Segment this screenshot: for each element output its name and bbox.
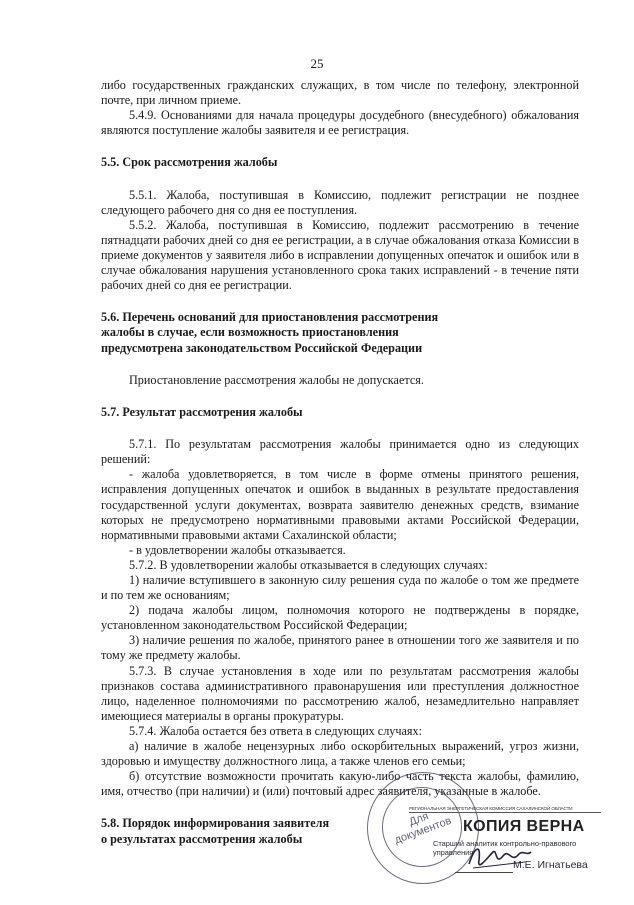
seal-text: Для документов [393, 810, 454, 847]
paragraph: 2) подача жалобы лицом, полномочия которого не подтверждены в порядке, установленном законодательством Российской Федерации; [101, 603, 579, 633]
section-heading-5-5: 5.5. Срок рассмотрения жалобы [101, 155, 278, 170]
paragraph: 5.7.4. Жалоба остается без ответа в следующих случаях: [129, 723, 423, 738]
document-body [101, 78, 579, 847]
paragraph: б) отсутствие возможности прочитать какую-либо часть текста жалобы, фамилию, имя, отчество (при наличии) и (или) почтовый адрес заявителя, указанные в жалобе. [101, 769, 579, 799]
paragraph: 5.4.9. Основаниями для начала процедуры досудебного (внесудебного) обжалования являются поступление жалобы заявителя и ее регистрация. [101, 108, 579, 138]
handwritten-signature [465, 838, 535, 878]
section-heading-5-6-line2: жалобы в случае, если возможность приостановления [101, 325, 399, 340]
section-heading-5-6-line3: предусмотрена законодательством Российской Федерации [101, 340, 423, 355]
paragraph: 1) наличие вступившего в законную силу решения суда по жалобе о том же предмете и по тем же основаниям; [101, 572, 579, 603]
paragraph: либо государственных гражданских служащих, в том числе по телефону, электронной почте, при личном приеме. [101, 78, 579, 108]
paragraph: 3) наличие решения по жалобе, принятого ранее в отношении того же заявителя и по тому же предмету жалобы. [101, 633, 579, 663]
section-heading-5-8: 5.8. Порядок информирования заявителя [101, 816, 330, 831]
paragraph: а) наличие в жалобе нецензурных либо оскорбительных выражений, угроз жизни, здоровью и имуществу должностного лица, а также членов его семьи; [101, 739, 579, 769]
paragraph: 5.5.2. Жалоба, поступившая в Комиссию, подлежит рассмотрению в течение пятнадцати рабочих дней со дня ее регистрации, а в случае обжалования отказа Комиссии в приеме документов у заявителя либо в исправлении допущенных опечаток и ошибок или в случае обжалования нарушения установленного срока таких исправлений - в течение пяти рабочих дней со дня ее регистрации. [101, 217, 579, 293]
section-heading-5-6: 5.6. Перечень оснований для приостановления рассмотрения [101, 310, 439, 325]
paragraph: - в удовлетворении жалобы отказывается. [129, 542, 346, 557]
paragraph: Приостановление рассмотрения жалобы не допускается. [129, 372, 424, 387]
section-heading-5-8-line2: о результатах рассмотрения жалобы [101, 831, 303, 846]
stamp-name: М.Е. Игнатьева [513, 859, 588, 871]
section-heading-5-7: 5.7. Результат рассмотрения жалобы [101, 404, 303, 419]
paragraph: 5.5.1. Жалоба, поступившая в Комиссию, подлежит регистрации не позднее следующего рабочего дня со дня ее поступления. [101, 187, 579, 217]
paragraph: 5.7.1. По результатам рассмотрения жалобы принимается одно из следующих решений: [101, 437, 579, 467]
stamp-organization: РЕГИОНАЛЬНАЯ ЭНЕРГЕТИЧЕСКАЯ КОМИССИЯ САХАЛИНСКОЙ ОБЛАСТИ [409, 806, 601, 813]
stamp-position: Старший аналитик контрольно-правового управления [433, 839, 577, 857]
paragraph: - жалоба удовлетворяется, в том числе в форме отмены принятого решения, исправления допущенных опечаток и ошибок в выданных в результате предоставления государственной услуги документах, возврата заявителю денежных средств, взимание которых не предусмотрено нормативными правовыми актами Российской Федерации, нормативными правовыми актами Сахалинской области; [101, 467, 579, 542]
page-number: 25 [310, 56, 324, 71]
stamp-title: КОПИЯ ВЕРНА [463, 818, 585, 835]
paragraph: 5.7.3. В случае установления в ходе или по результатам рассмотрения жалобы признаков состава административного правонарушения или преступления должностное лицо, наделенное полномочиями по рассмотрению жалоб, незамедлительно направляет имеющиеся материалы в органы прокуратуры. [101, 663, 579, 723]
paragraph: 5.7.2. В удовлетворении жалобы отказывается в следующих случаях: [129, 557, 488, 572]
